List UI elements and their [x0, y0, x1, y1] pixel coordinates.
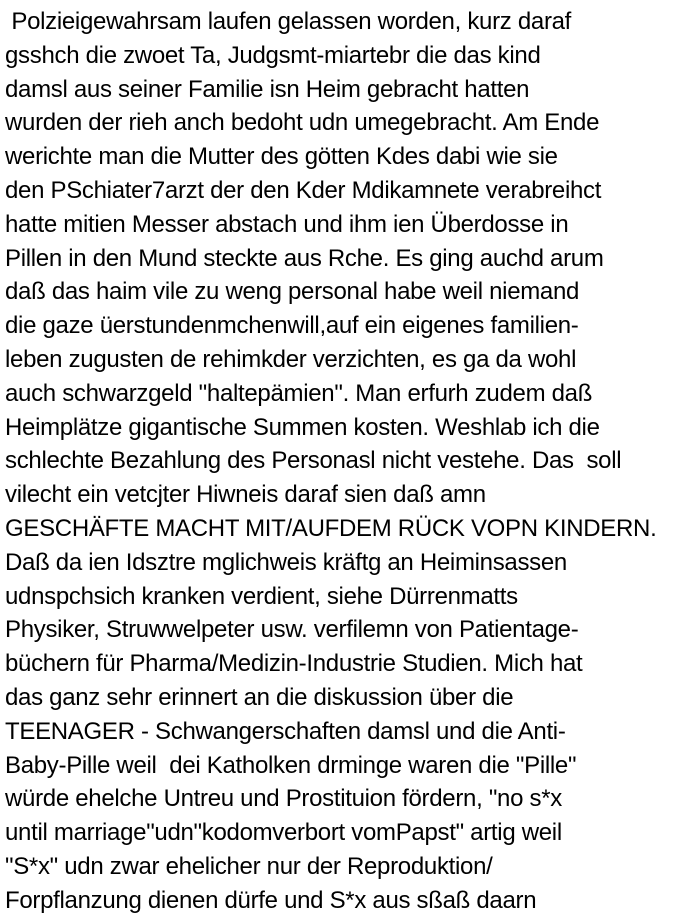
- text-line: Pillen in den Mund steckte aus Rche. Es ging auchd arum: [5, 244, 604, 272]
- text-line: TEENAGER - Schwangerschaften damsl und die Anti-: [5, 717, 566, 745]
- text-line: die gaze üerstundenmchenwill,auf ein eigenes familien-: [5, 312, 579, 340]
- text-block: [5, 5, 684, 918]
- text-line: Physiker, Struwwelpeter usw. verfilemn von Patientage-: [5, 616, 579, 644]
- text-line: until marriage"udn"kodomverbort vomPapst" artig weil: [5, 819, 562, 847]
- text-line: udnspchsich kranken verdient, siehe Dürrenmatts: [5, 582, 518, 610]
- text-line: GESCHÄFTE MACHT MIT/AUFDEM RÜCK VOPN KINDERN.: [5, 514, 657, 542]
- text-line: Baby-Pille weil dei Katholken drminge waren die "Pille": [5, 751, 577, 779]
- text-line: "S*x" udn zwar ehelicher nur der Reproduktion/: [5, 852, 493, 880]
- text-line: werichte man die Mutter des götten Kdes dabi wie sie: [5, 143, 558, 171]
- text-line: schlechte Bezahlung des Personasl nicht vestehe. Das soll: [5, 447, 622, 475]
- text-line: Daß da ien Idsztre mglichweis kräftg an Heiminsassen: [5, 548, 567, 576]
- text-line: Heimplätze gigantische Summen kosten. Weshlab ich die: [5, 413, 600, 441]
- text-line: würde ehelche Untreu und Prostituion fördern, "no s*x: [5, 785, 562, 813]
- text-line: gsshch die zwoet Ta, Judgsmt-miartebr die das kind: [5, 41, 541, 69]
- text-line: damsl aus seiner Familie isn Heim gebracht hatten: [5, 75, 530, 103]
- text-line: Polzieigewahrsam laufen gelassen worden, kurz daraf: [5, 8, 572, 35]
- text-line: den PSchiater7arzt der den Kder Mdikamnete verabreihct: [5, 176, 602, 204]
- text-line: auch schwarzgeld "haltepämien". Man erfurh zudem daß: [5, 379, 593, 407]
- text-line: Forpflanzung dienen dürfe und S*x aus sßaß daarn: [5, 886, 537, 914]
- text-line: hatte mitien Messer abstach und ihm ien Überdosse in: [5, 210, 569, 238]
- text-line: büchern für Pharma/Medizin-Industrie Studien. Mich hat: [5, 650, 583, 678]
- text-line: wurden der rieh anch bedoht udn umegebracht. Am Ende: [5, 109, 600, 137]
- text-line: das ganz sehr erinnert an die diskussion über die: [5, 683, 514, 711]
- text-line: leben zugusten de rehimkder verzichten, es ga da wohl: [5, 345, 577, 373]
- text-line: daß das haim vile zu weng personal habe weil niemand: [5, 278, 580, 306]
- text-line: vilecht ein vetcjter Hiwneis daraf sien daß amn: [5, 481, 486, 509]
